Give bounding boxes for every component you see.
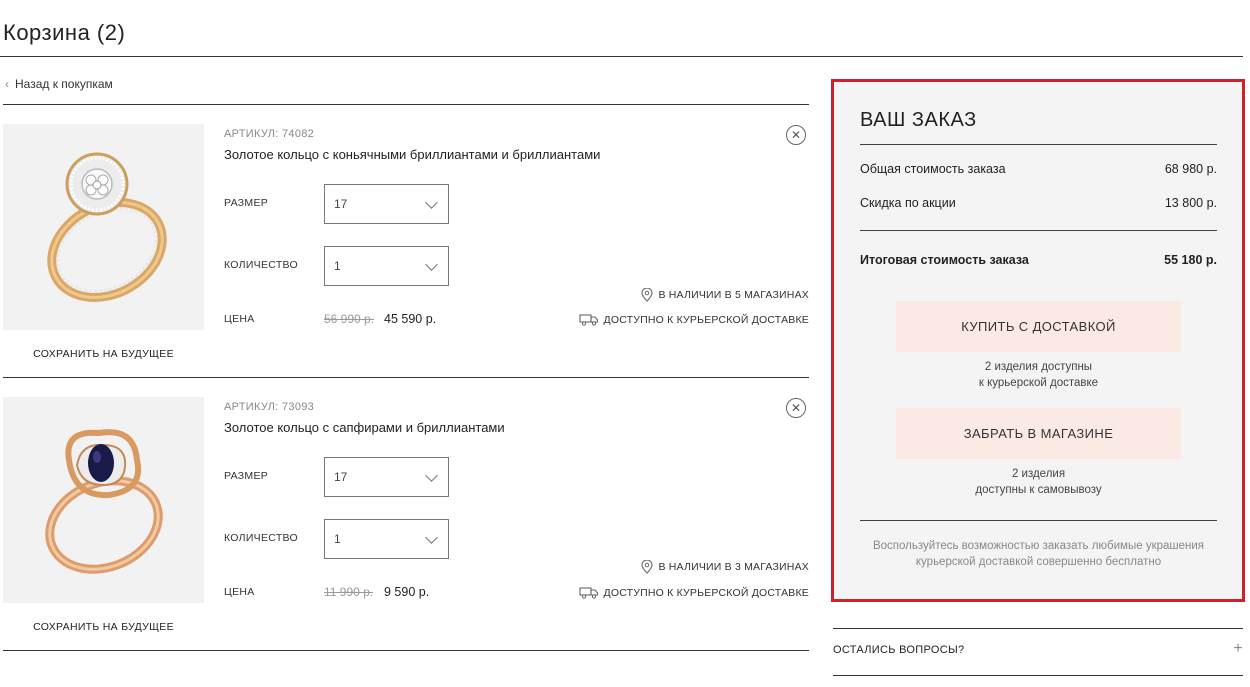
store-availability-text: В НАЛИЧИИ В 3 МАГАЗИНАХ — [658, 561, 809, 573]
delivery-truck-icon — [579, 586, 599, 599]
quantity-label: КОЛИЧЕСТВО — [224, 259, 298, 271]
chevron-down-icon — [425, 469, 438, 482]
delivery-truck-icon — [579, 313, 599, 326]
store-availability-link[interactable] — [641, 560, 809, 574]
item-divider — [3, 650, 809, 651]
order-divider — [860, 144, 1217, 145]
diamond-ring-icon — [19, 142, 189, 312]
chevron-down-icon — [425, 531, 438, 544]
total-row — [860, 253, 1217, 267]
order-summary-panel — [831, 79, 1245, 602]
remove-item-button[interactable] — [786, 125, 806, 145]
current-price: 45 590 р. — [384, 312, 437, 326]
pickup-note-line-2: доступны к самовывозу — [975, 484, 1102, 496]
subtotal-value: 68 980 р. — [1164, 162, 1217, 176]
pickup-in-store-button[interactable]: ЗАБРАТЬ В МАГАЗИНЕ — [896, 408, 1181, 459]
store-availability-text: В НАЛИЧИИ В 5 МАГАЗИНАХ — [658, 289, 809, 301]
delivery-note-line-2: к курьерской доставке — [978, 377, 1099, 389]
delivery-availability — [579, 313, 809, 326]
total-label: Итоговая стоимость заказа — [860, 253, 1029, 267]
page-title: Корзина (2) — [3, 20, 126, 45]
size-select[interactable] — [324, 184, 449, 224]
delivery-availability-text: ДОСТУПНО К КУРЬЕРСКОЙ ДОСТАВКЕ — [603, 313, 809, 326]
size-select[interactable] — [324, 457, 449, 497]
location-pin-icon — [641, 560, 653, 574]
header-divider — [0, 56, 1243, 57]
cart-item — [3, 377, 809, 651]
free-delivery-promo — [860, 538, 1217, 570]
price-label: ЦЕНА — [224, 313, 255, 325]
discount-label: Скидка по акции — [860, 196, 956, 210]
quantity-label: КОЛИЧЕСТВО — [224, 532, 298, 544]
cart-item — [3, 104, 809, 378]
save-for-later-button[interactable]: СОХРАНИТЬ НА БУДУЩЕЕ — [33, 348, 174, 360]
subtotal-row — [860, 162, 1217, 176]
product-sku: АРТИКУЛ: 73093 — [224, 401, 315, 413]
size-label: РАЗМЕР — [224, 470, 269, 482]
price-label: ЦЕНА — [224, 586, 255, 598]
save-for-later-button[interactable]: СОХРАНИТЬ НА БУДУЩЕЕ — [33, 621, 174, 633]
order-summary-title: ВАШ ЗАКАЗ — [860, 109, 977, 131]
total-value: 55 180 р. — [1164, 253, 1217, 267]
product-image[interactable] — [3, 397, 204, 603]
product-name[interactable]: Золотое кольцо с коньячными бриллиантами и бриллиантами — [224, 147, 601, 162]
size-label: РАЗМЕР — [224, 197, 269, 209]
faq-divider — [833, 675, 1243, 676]
quantity-select[interactable] — [324, 246, 449, 286]
order-divider — [860, 520, 1217, 521]
promo-line-1: Воспользуйтесь возможностью заказать любимые украшения — [872, 540, 1205, 552]
pickup-note-line-1: 2 изделия — [1011, 468, 1066, 480]
chevron-down-icon — [425, 196, 438, 209]
old-price: 11 990 р. — [324, 585, 374, 599]
size-value: 17 — [334, 470, 348, 484]
faq-accordion[interactable] — [833, 640, 1243, 658]
faq-label: ОСТАЛИСЬ ВОПРОСЫ? — [833, 644, 965, 656]
quantity-value: 1 — [334, 532, 341, 546]
back-to-shopping-link[interactable] — [5, 77, 113, 91]
product-name[interactable]: Золотое кольцо с сапфирами и бриллиантами — [224, 420, 505, 435]
pickup-note — [896, 466, 1181, 498]
plus-icon: + — [1233, 640, 1243, 657]
old-price: 56 990 р. — [324, 312, 375, 326]
close-icon: ✕ — [790, 401, 802, 415]
current-price: 9 590 р. — [384, 585, 430, 599]
back-link-label: Назад к покупкам — [15, 77, 113, 91]
order-divider — [860, 230, 1217, 231]
delivery-note-line-1: 2 изделия доступны — [984, 361, 1093, 373]
product-sku: АРТИКУЛ: 74082 — [224, 128, 315, 140]
product-image[interactable] — [3, 124, 204, 330]
close-icon: ✕ — [790, 128, 802, 142]
subtotal-label: Общая стоимость заказа — [860, 162, 1006, 176]
quantity-select[interactable] — [324, 519, 449, 559]
discount-row — [860, 196, 1217, 210]
chevron-left-icon: ‹ — [5, 77, 9, 91]
delivery-availability — [579, 586, 809, 599]
location-pin-icon — [641, 288, 653, 302]
store-availability-link[interactable] — [641, 288, 809, 302]
discount-value: 13 800 р. — [1164, 196, 1217, 210]
delivery-availability-text: ДОСТУПНО К КУРЬЕРСКОЙ ДОСТАВКЕ — [603, 586, 809, 599]
size-value: 17 — [334, 197, 348, 211]
remove-item-button[interactable] — [786, 398, 806, 418]
faq-divider — [833, 628, 1243, 629]
sapphire-ring-icon — [19, 415, 189, 585]
chevron-down-icon — [425, 258, 438, 271]
delivery-note — [896, 359, 1181, 391]
promo-line-2: курьерской доставкой совершенно бесплатно — [915, 556, 1162, 568]
buy-with-delivery-button[interactable]: КУПИТЬ С ДОСТАВКОЙ — [896, 301, 1181, 352]
quantity-value: 1 — [334, 259, 341, 273]
